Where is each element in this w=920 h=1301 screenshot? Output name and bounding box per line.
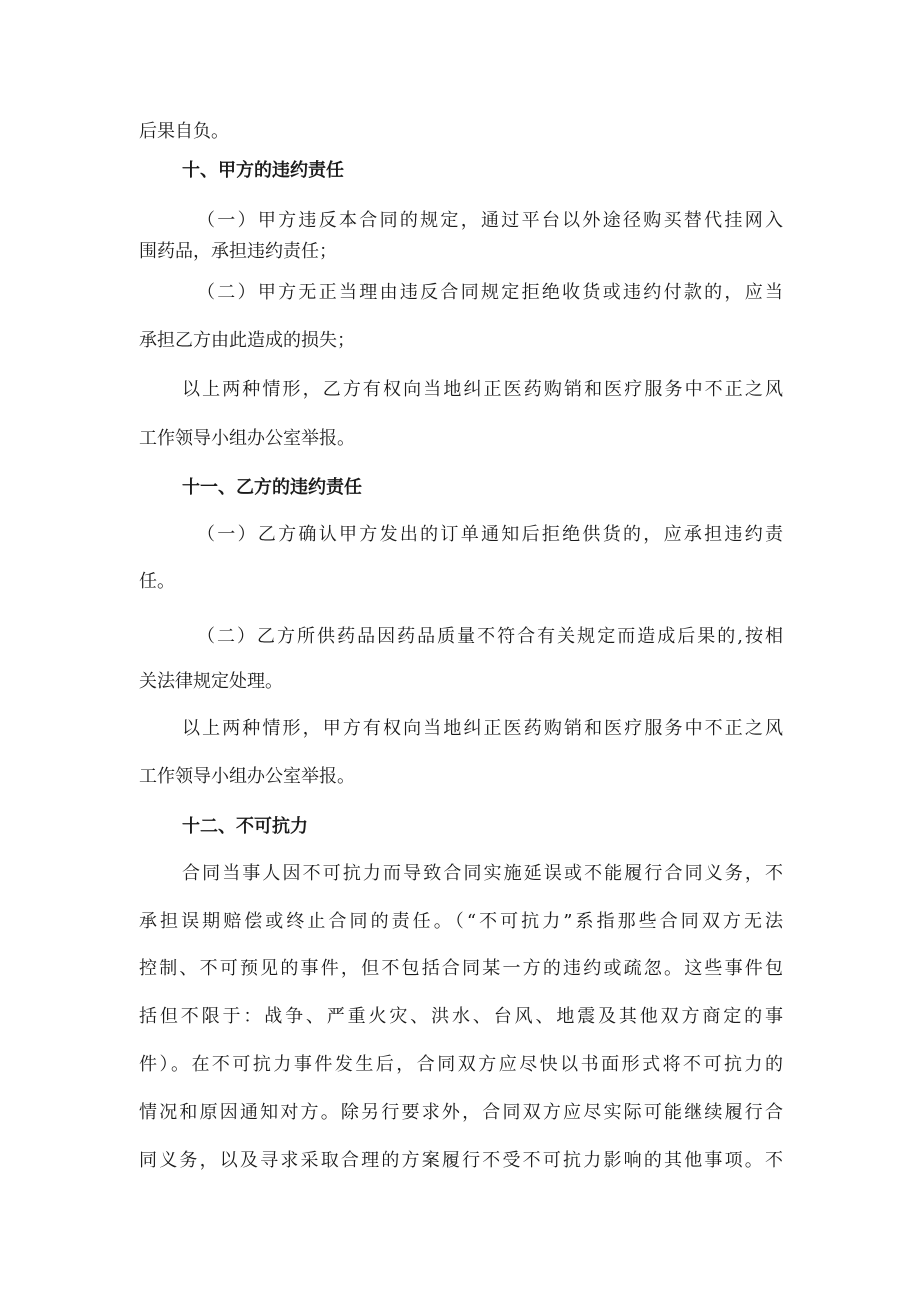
- text-line: 括但不限于：战争、严重火灾、洪水、台风、地震及其他双方商定的事: [139, 1006, 783, 1027]
- text-line: （一）乙方确认甲方发出的订单通知后拒绝供货的，应承担违约责: [197, 524, 783, 545]
- text-line: 以上两种情形，甲方有权向当地纠正医药购销和医疗服务中不正之风: [182, 718, 783, 739]
- text-line: 工作领导小组办公室举报。: [139, 428, 355, 449]
- text-line: 以上两种情形，乙方有权向当地纠正医药购销和医疗服务中不正之风: [182, 379, 783, 400]
- text-line: 控制、不可预见的事件，但不包括合同某一方的违约或疏忽。这些事件包: [139, 958, 783, 979]
- text-line: 承担乙方由此造成的损失；: [139, 330, 355, 351]
- section-heading: 十、甲方的违约责任: [182, 160, 344, 181]
- text-line: 任。: [139, 571, 175, 592]
- text-line: 合同当事人因不可抗力而导致合同实施延误或不能履行合同义务，不: [182, 863, 783, 884]
- text-line: 后果自负。: [139, 121, 229, 142]
- text-line: 件）。在不可抗力事件发生后，合同双方应尽快以书面形式将不可抗力的: [139, 1054, 783, 1075]
- section-heading: 十一、乙方的违约责任: [182, 477, 362, 498]
- text-line: （一）甲方违反本合同的规定，通过平台以外途径购买替代挂网入: [197, 210, 783, 231]
- text-line: （二）乙方所供药品因药品质量不符合有关规定而造成后果的,按相: [197, 626, 783, 647]
- text-line: 围药品，承担违约责任；: [139, 241, 337, 262]
- text-line: 工作领导小组办公室举报。: [139, 766, 355, 787]
- text-line: 承担误期赔偿或终止合同的责任。（“不可抗力”系指那些合同双方无法: [139, 911, 783, 932]
- text-line: 同义务，以及寻求采取合理的方案履行不受不可抗力影响的其他事项。不: [139, 1150, 783, 1171]
- text-line: （二）甲方无正当理由违反合同规定拒绝收货或违约付款的，应当: [197, 282, 783, 303]
- text-line: 关法律规定处理。: [139, 671, 283, 692]
- section-heading: 十二、不可抗力: [182, 816, 308, 837]
- text-line: 情况和原因通知对方。除另行要求外，合同双方应尽实际可能继续履行合: [139, 1102, 783, 1123]
